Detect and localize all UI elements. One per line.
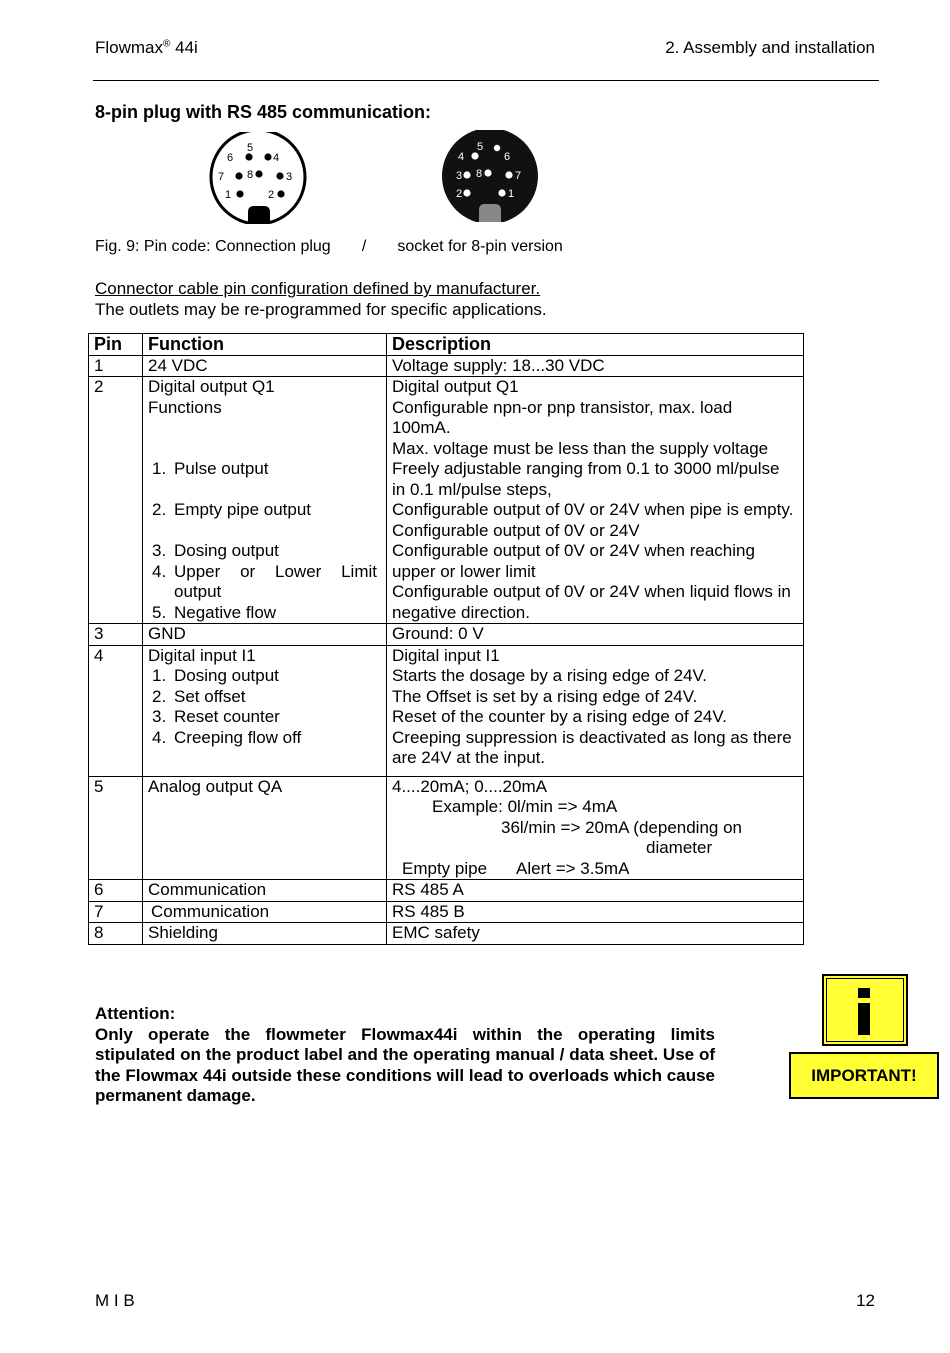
header-rule [93, 80, 879, 81]
function-list: 1. Pulse output 2. Empty pipe output 3. Dosing output 4. Upper or Lower Limit output 5. Negative flow [152, 459, 377, 622]
info-icon [822, 974, 908, 1046]
desc-line: Freely adjustable ranging from 0.1 to 3000 ml/pulse in 0.1 ml/pulse steps, [392, 459, 780, 499]
important-label: IMPORTANT! [789, 1052, 939, 1099]
empty-pipe-label: Empty pipe [402, 858, 488, 878]
table-row [89, 901, 804, 923]
attention-body: Only operate the flowmeter Flowmax44i within the operating limits stipulated on the product label and the operating manual / data sheet. Use of the Flowmax 44i outside these conditions will lead to overloads which cause permanent damage. [95, 1024, 715, 1105]
function-cell: GND [143, 624, 387, 646]
function-title: Digital input I1 [148, 645, 256, 665]
alert-label: Alert => 3.5mA [516, 858, 630, 878]
socket-pin-7-label: 7 [515, 170, 522, 182]
page-number: 12 [856, 1291, 875, 1310]
description-cell: Ground: 0 V [387, 624, 804, 646]
header-pin: Pin [89, 334, 143, 356]
desc-line: Starts the dosage by a rising edge of 24V. [392, 666, 708, 685]
desc-line: Max. voltage must be less than the supply voltage [392, 438, 769, 458]
list-item: Set offset [174, 686, 246, 706]
pin-cell: 4 [89, 645, 143, 776]
list-item: Negative flow [174, 602, 277, 622]
plug-pin-4-label: 4 [273, 152, 280, 164]
plug-pin-5-label: 5 [247, 142, 254, 154]
pin-cell: 3 [89, 624, 143, 646]
list-item: Dosing output [174, 541, 279, 560]
function-cell [143, 377, 387, 624]
pin-config-note [95, 278, 547, 320]
table-row [89, 880, 804, 902]
header-title: Flowmax® 44i [95, 38, 198, 57]
attention-title: Attention: [95, 1004, 176, 1023]
plug-pin-2-label: 2 [268, 189, 275, 201]
list-item: Upper or Lower Limit output [174, 561, 377, 601]
note-line-1: Connector cable pin configuration defined by manufacturer. [95, 279, 541, 298]
list-item: Dosing output [174, 666, 279, 685]
pin-cell: 6 [89, 880, 143, 902]
header-section: 2. Assembly and installation [665, 38, 875, 57]
desc-line: Configurable output of 0V or 24V when pipe is empty. [392, 500, 794, 519]
description-cell: EMC safety [387, 923, 804, 945]
pin-table [88, 333, 804, 945]
desc-line: Configurable output of 0V or 24V [392, 520, 640, 540]
socket-diagram [440, 130, 540, 222]
pin-cell: 5 [89, 776, 143, 880]
header-description: Description [387, 334, 804, 356]
desc-line: Digital input I1 [392, 645, 500, 665]
plug-diagram [207, 132, 309, 224]
list-item: Empty pipe output [174, 500, 312, 519]
table-row [89, 776, 804, 880]
section-title: 8-pin plug with RS 485 communication: [95, 102, 432, 122]
desc-line: Configurable npn-or pnp transistor, max. load 100mA. [392, 397, 733, 437]
attention-block [95, 1004, 715, 1107]
header-function: Function [143, 334, 387, 356]
function-cell: Analog output QA [143, 776, 387, 880]
list-item: Pulse output [174, 459, 269, 478]
description-cell: RS 485 A [387, 880, 804, 902]
function-cell: Shielding [143, 923, 387, 945]
function-title: Digital output Q1 [148, 377, 275, 396]
note-line-2: The outlets may be re-programmed for specific applications. [95, 300, 547, 319]
function-cell [143, 645, 387, 776]
socket-pin-5-label: 5 [477, 141, 484, 153]
footer-left: M I B [95, 1291, 135, 1310]
table-row [89, 923, 804, 945]
list-item: Reset counter [174, 707, 280, 726]
function-subtitle: Functions [148, 397, 222, 417]
list-item: Creeping flow off [174, 727, 302, 747]
table-row [89, 624, 804, 646]
socket-pin-1-label: 1 [508, 188, 515, 200]
socket-pin-8-label: 8 [476, 168, 483, 180]
desc-line: Digital output Q1 [392, 377, 519, 396]
function-cell: 24 VDC [143, 355, 387, 377]
table-header-row [89, 334, 804, 356]
pin-cell: 7 [89, 901, 143, 923]
pin-cell: 8 [89, 923, 143, 945]
plug-pin-8-label: 8 [247, 169, 254, 181]
figure-caption: Fig. 9: Pin code: Connection plug / socket for 8-pin version [95, 238, 563, 255]
desc-line: Configurable output of 0V or 24V when reaching upper or lower limit [392, 541, 755, 581]
table-row [89, 355, 804, 377]
description-cell [387, 645, 804, 776]
desc-line: Reset of the counter by a rising edge of 24V. [392, 707, 727, 726]
desc-line: Example: 0l/min => 4mA [432, 797, 618, 816]
table-row [89, 645, 804, 776]
function-cell: Communication [143, 901, 387, 923]
function-cell: Communication [143, 880, 387, 902]
plug-pin-3-label: 3 [286, 171, 293, 183]
plug-pin-1-label: 1 [225, 189, 232, 201]
function-list: 1. Dosing output 2. Set offset 3. Reset counter 4. Creeping flow off [152, 666, 302, 747]
description-cell [387, 377, 804, 624]
desc-line: Configurable output of 0V or 24V when liquid flows in negative direction. [392, 582, 791, 622]
plug-pin-6-label: 6 [227, 152, 234, 164]
socket-pin-3-label: 3 [456, 170, 463, 182]
socket-pin-6-label: 6 [504, 151, 511, 163]
desc-line: 36l/min => 20mA (depending on [501, 817, 743, 837]
desc-line: The Offset is set by a rising edge of 24V. [392, 686, 698, 706]
desc-line [392, 859, 794, 880]
desc-line: diameter [646, 838, 713, 857]
pin-cell: 2 [89, 377, 143, 624]
table-row [89, 377, 804, 624]
plug-pin-7-label: 7 [218, 171, 225, 183]
desc-line: 4....20mA; 0....20mA [392, 776, 547, 796]
socket-pin-2-label: 2 [456, 188, 463, 200]
description-cell: RS 485 B [387, 901, 804, 923]
pin-cell: 1 [89, 355, 143, 377]
socket-pin-4-label: 4 [458, 151, 465, 163]
desc-line: Creeping suppression is deactivated as long as there are 24V at the input. [392, 727, 792, 767]
description-cell: Voltage supply: 18...30 VDC [387, 355, 804, 377]
description-cell [387, 776, 804, 880]
